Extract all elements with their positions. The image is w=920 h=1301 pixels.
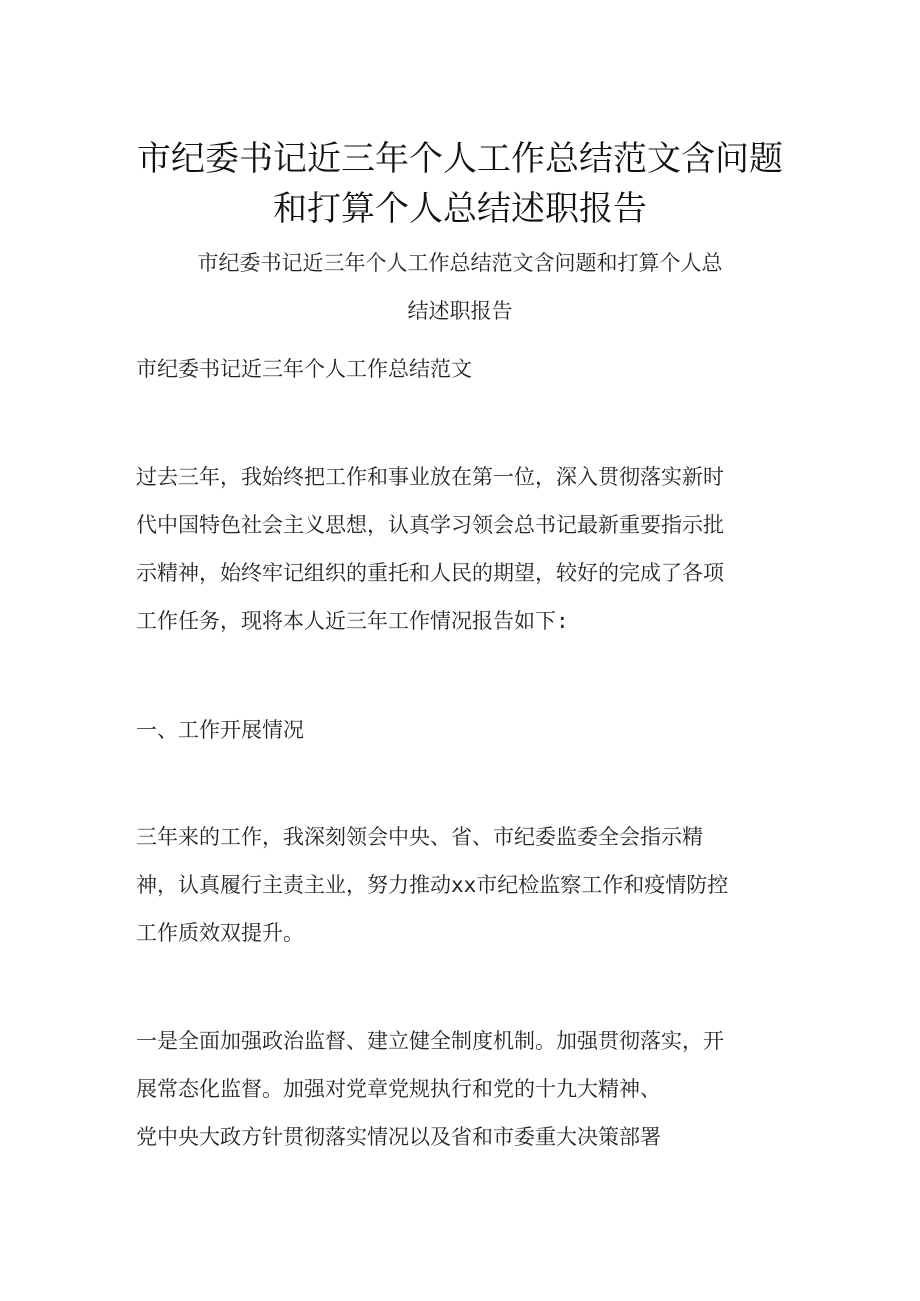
- document-subtitle-line-1: 市纪委书记近三年个人工作总结范文含问题和打算个人总: [197, 251, 723, 275]
- paragraph-1-line-4: 工作任务，现将本人近三年工作情况报告如下:: [136, 609, 569, 633]
- document-subtitle-line-2: 结述职报告: [407, 299, 513, 323]
- paragraph-2-line-1: 三年来的工作，我深刻领会中央、省、市纪委监委全会指示精: [136, 825, 703, 849]
- section-1-heading: 一、工作开展情况: [136, 718, 304, 742]
- paragraph-2-line-2: 神，认真履行主责主业，努力推动xx市纪检监察工作和疫情防控: [136, 873, 729, 897]
- document-title-line-1: 市纪委书记近三年个人工作总结范文含问题: [137, 139, 783, 179]
- paragraph-1-line-3: 示精神，始终牢记组织的重托和人民的期望，较好的完成了各项: [136, 561, 724, 585]
- document-title-line-2: 和打算个人总结述职报告: [273, 189, 647, 229]
- paragraph-3-line-2: 展常态化监督。加强对党章党规执行和党的十九大精神、: [136, 1077, 661, 1101]
- paragraph-1-line-1: 过去三年，我始终把工作和事业放在第一位，深入贯彻落实新时: [136, 465, 724, 489]
- paragraph-3-line-1: 一是全面加强政治监督、建立健全制度机制。加强贯彻落实，开: [136, 1029, 724, 1053]
- paragraph-2-line-3: 工作质效双提升。: [136, 921, 304, 945]
- document-heading: 市纪委书记近三年个人工作总结范文: [136, 357, 472, 381]
- paragraph-1-line-2: 代中国特色社会主义思想，认真学习领会总书记最新重要指示批: [136, 513, 724, 537]
- paragraph-3-line-3: 党中央大政方针贯彻落实情况以及省和市委重大决策部署: [136, 1125, 661, 1149]
